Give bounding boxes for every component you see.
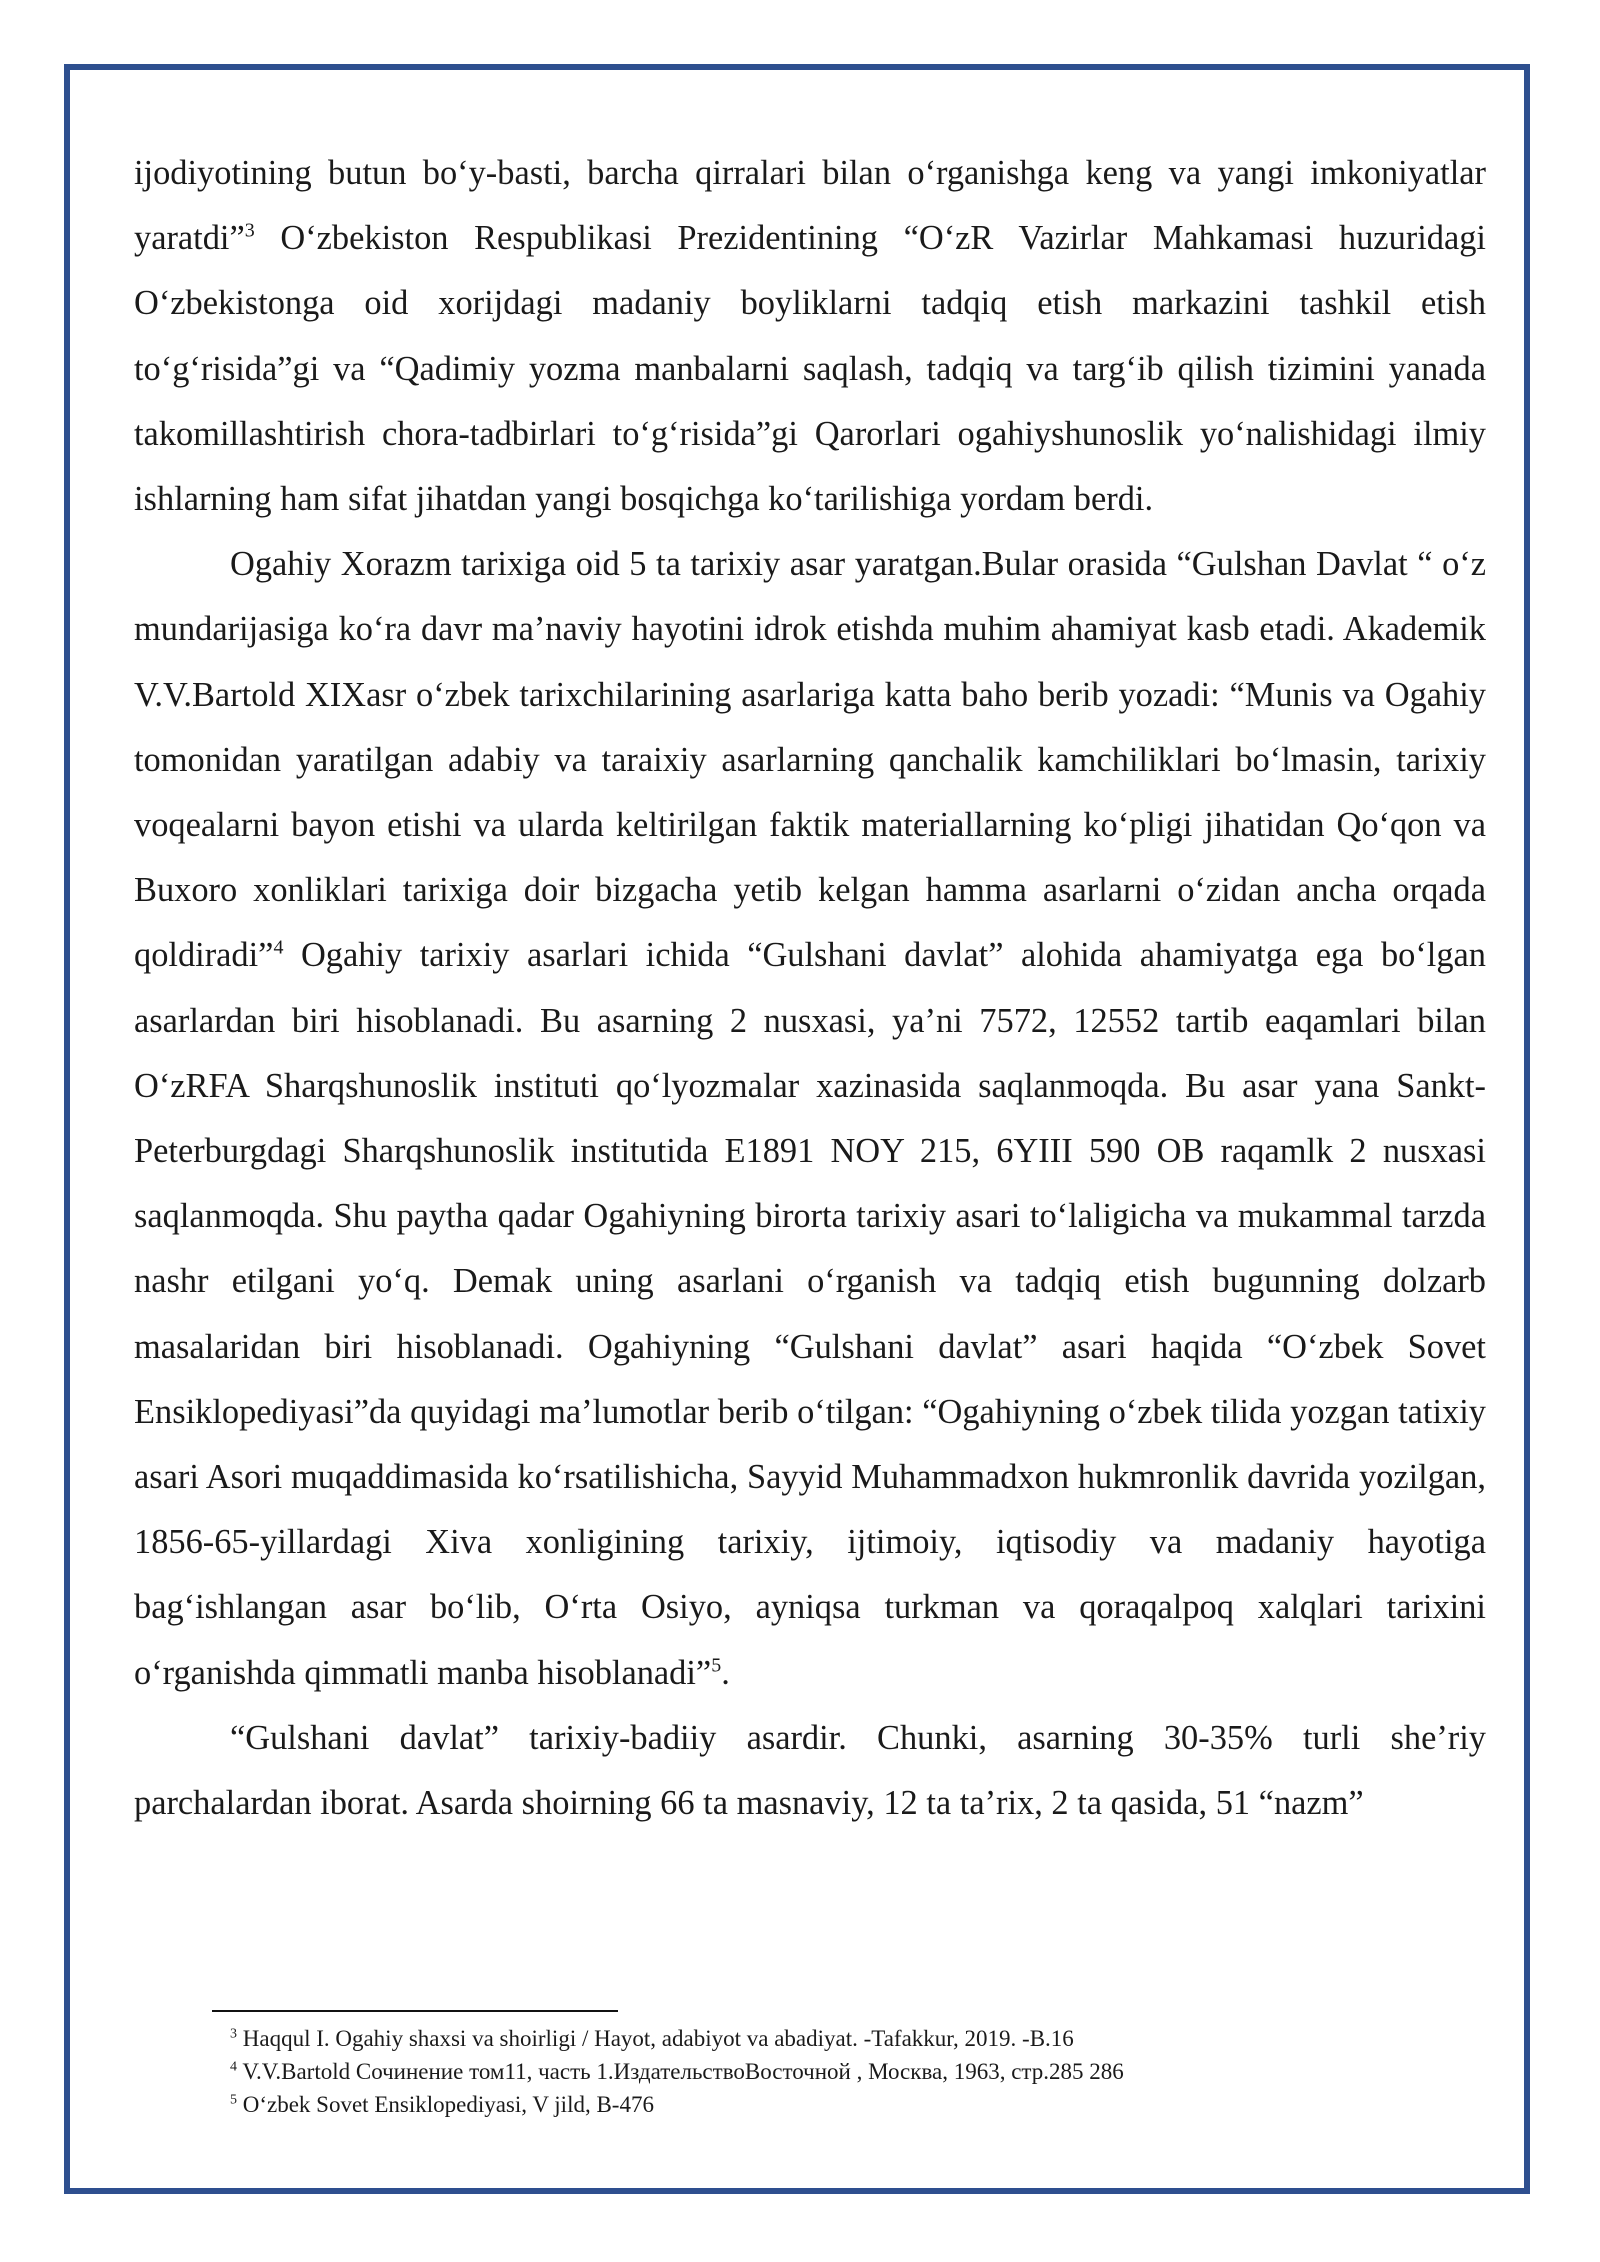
paragraph-2 (134, 532, 1486, 1706)
footnote-ref-5: 5 (711, 1654, 722, 1677)
footnote-separator (212, 2010, 618, 2012)
footnote-text: Haqqul I. Ogahiy shaxsi va shoirligi / Hayot, adabiyot va abadiyat. -Tafakkur, 2019. -B.16 (237, 2026, 1074, 2051)
footnote-text: O‘zbek Sovet Ensiklopediyasi, V jild, B-476 (237, 2092, 654, 2117)
footnote-number: 3 (230, 2026, 237, 2042)
footnote-ref-3: 3 (244, 219, 255, 242)
paragraph-text: . (721, 1653, 730, 1692)
footnote-ref-4: 4 (273, 936, 284, 959)
footnotes (230, 2022, 1430, 2121)
paragraph-text: ijodiyotining butun bo‘y-basti, barcha qirralari bilan o‘rganishga keng va yangi imkoniyatlar yaratdi” (134, 154, 1486, 258)
footnote-text: V.V.Bartold Сочинение том11, часть 1.ИздательствоВосточной , Москва, 1963, стр.285 286 (237, 2059, 1124, 2084)
paragraph-text: “Gulshani davlat” tarixiy-badiiy asardir. Chunki, asarning 30-35% turli she’riy parchalardan iborat. Asarda shoirning 66 ta masnaviy, 12 ta ta’rix, 2 ta qasida, 51 “nazm” (134, 1718, 1486, 1823)
paragraph-text: Ogahiy tarixiy asarlari ichida “Gulshani davlat” alohida ahamiyatga ega bo‘lgan asarlardan biri hisoblanadi. Bu asarning 2 nusxasi, ya’ni 7572, 12552 tartib eaqamlari bilan O‘zRFA Sharqshunoslik instituti qo‘lyozmalar xazinasida saqlanmoqda. Bu asar yana Sankt-Peterburgdagi Sharqshunoslik institutida E1891 NOY 215, 6YIII 590 OB raqamlk 2 nusxasi saqlanmoqda. Shu paytha qadar Ogahiyning birorta tarixiy asari to‘laligicha va mukammal tarzda nashr etilgani yo‘q. Demak uning asarlani o‘rganish va tadqiq etish bugunning dolzarb masalaridan biri hisoblanadi. Ogahiyning “Gulshani davlat” asari haqida “O‘zbek Sovet Ensiklopediyasi”da quyidagi ma’lumotlar berib o‘tilgan: “Ogahiyning o‘zbek tilida yozgan tatixiy asari Asori muqaddimasida ko‘rsatilishicha, Sayyid Muhammadxon hukmronlik davrida yozilgan, 1856-65-yillardagi Xiva xonligining tarixiy, ijtimoiy, iqtisodiy va madaniy hayotiga bag‘ishlangan asar bo‘lib, O‘rta Osiyo, ayniqsa turkman va qoraqalpoq xalqlari tarixini o‘rganishda qimmatli manba hisoblanadi” (134, 936, 1486, 1692)
paragraph-text: Ogahiy Xorazm tarixiga oid 5 ta tarixiy asar yaratgan.Bular orasida “Gulshan Davlat “ o‘z mundarijasiga ko‘ra davr ma’naviy hayotini idrok etishda muhim ahamiyat kasb etadi. Akademik V.V.Bartold XIXasr o‘zbek tarixchilarining asarlariga katta baho berib yozadi: “Munis va Ogahiy tomonidan yaratilgan adabiy va taraixiy asarlarning qanchalik kamchiliklari bo‘lmasin, tarixiy voqealarni bayon etishi va ularda keltirilgan faktik materiallarning ko‘pligi jihatidan Qo‘qon va Buxoro xonliklari tarixiga doir bizgacha yetib kelgan hamma asarlarni o‘zidan ancha orqada qoldiradi” (134, 545, 1486, 975)
paragraph-3 (134, 1706, 1486, 1836)
footnote-number: 4 (230, 2059, 237, 2075)
paragraph-1 (134, 141, 1486, 532)
footnote-number: 5 (230, 2092, 237, 2108)
footnote (230, 2088, 1430, 2121)
paragraph-text: O‘zbekiston Respublikasi Prezidentining “O‘zR Vazirlar Mahkamasi huzuridagi O‘zbekistonga oid xorijdagi madaniy boyliklarni tadqiq etish markazini tashkil etish to‘g‘risida”gi va “Qadimiy yozma manbalarni saqlash, tadqiq va targ‘ib qilish tizimini yanada takomillashtirish chora-tadbirlari to‘g‘risida”gi Qarorlari ogahiyshunoslik yo‘nalishidagi ilmiy ishlarning ham sifat jihatdan yangi bosqichga ko‘tarilishiga yordam berdi. (134, 219, 1486, 519)
main-text (134, 141, 1486, 1836)
footnote (230, 2022, 1430, 2055)
footnote (230, 2055, 1430, 2088)
